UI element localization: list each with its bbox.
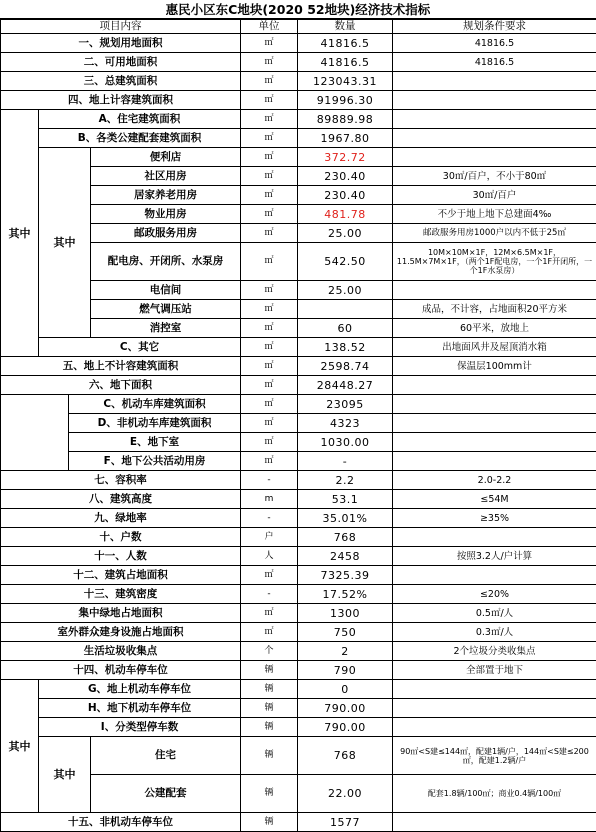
row-requirement: 保温层100mm计 [393,357,596,376]
row-unit: 户 [241,528,298,547]
row-unit: 辆 [241,718,298,737]
row-item: 六、地下面积 [1,376,241,395]
row-unit: ㎡ [241,338,298,357]
table-row [1,72,596,91]
row-requirement [393,699,596,718]
row-requirement [393,452,596,471]
table-row [1,224,596,243]
row-requirement: 邮政服务用房1000户以内不低于25㎡ [393,224,596,243]
table-row [1,376,596,395]
row-item: 十三、建筑密度 [1,585,241,604]
row-requirement: 2个垃圾分类收集点 [393,642,596,661]
row-requirement [393,129,596,148]
table-row [1,528,596,547]
row-value: 1967.80 [298,129,393,148]
row-item: 居家养老用房 [91,186,241,205]
row-value: 53.1 [298,490,393,509]
row-unit: ㎡ [241,72,298,91]
row-item: 消控室 [91,319,241,338]
row-item: 五、地上不计容建筑面积 [1,357,241,376]
row-value: 2 [298,642,393,661]
row-item: 九、绿地率 [1,509,241,528]
row-item: 十一、人数 [1,547,241,566]
row-item: 住宅 [91,737,241,775]
group-label-inner: 其中 [39,737,91,813]
row-value: 2458 [298,547,393,566]
row-unit: ㎡ [241,91,298,110]
table-row [1,34,596,53]
row-unit: ㎡ [241,110,298,129]
row-value: 7325.39 [298,566,393,585]
row-value: 542.50 [298,243,393,281]
table-row [1,471,596,490]
row-requirement: 10M×10M×1F，12M×6.5M×1F，11.5M×7M×1F，（两个1F配电房，一个1F开闭所，一个1F水泵房） [393,243,596,281]
table-row [1,395,596,414]
header-requirement: 规划条件要求 [393,20,596,34]
row-requirement [393,148,596,167]
row-unit: ㎡ [241,148,298,167]
row-requirement: 30㎡/百户，不小于80㎡ [393,167,596,186]
row-item: 十四、机动车停车位 [1,661,241,680]
row-requirement [393,91,596,110]
table-row [1,737,596,775]
row-value: 17.52% [298,585,393,604]
row-unit: ㎡ [241,53,298,72]
table-row [1,680,596,699]
row-item: A、住宅建筑面积 [39,110,241,129]
row-requirement [393,718,596,737]
row-item: 公建配套 [91,775,241,813]
row-item: 十五、非机动车停车位 [1,813,241,832]
row-value: 768 [298,737,393,775]
row-unit: ㎡ [241,129,298,148]
row-unit: 个 [241,642,298,661]
row-unit: ㎡ [241,186,298,205]
row-value: 89889.98 [298,110,393,129]
row-requirement [393,813,596,832]
row-value: 60 [298,319,393,338]
row-value: 481.78 [298,205,393,224]
row-item: 二、可用地面积 [1,53,241,72]
table-row [1,300,596,319]
table-row [1,91,596,110]
row-requirement [393,528,596,547]
row-unit: ㎡ [241,319,298,338]
row-value: 4323 [298,414,393,433]
indent-cell [1,395,69,471]
group-label-inner: 其中 [39,148,91,338]
row-requirement: 0.5㎡/人 [393,604,596,623]
table-row [1,661,596,680]
row-unit: ㎡ [241,395,298,414]
row-value: 1300 [298,604,393,623]
row-requirement: ≤54M [393,490,596,509]
table-row [1,110,596,129]
table-title: 惠民小区东C地块(2020 52地块)经济技术指标 [0,0,596,19]
table-row [1,604,596,623]
row-unit: ㎡ [241,376,298,395]
row-unit: 辆 [241,661,298,680]
row-requirement: 不少于地上地下总建面4‰ [393,205,596,224]
row-unit: ㎡ [241,34,298,53]
row-unit: ㎡ [241,357,298,376]
row-value: 790.00 [298,699,393,718]
row-requirement [393,680,596,699]
row-value: - [298,452,393,471]
row-item: 一、规划用地面积 [1,34,241,53]
row-value: 0 [298,680,393,699]
row-value: 1030.00 [298,433,393,452]
table-row [1,205,596,224]
row-value: 41816.5 [298,34,393,53]
row-value: 22.00 [298,775,393,813]
row-requirement: 配套1.8辆/100㎡；商业0.4辆/100㎡ [393,775,596,813]
row-item: 生活垃圾收集点 [1,642,241,661]
table-row [1,585,596,604]
row-item: 室外群众建身设施占地面积 [1,623,241,642]
row-item: C、其它 [39,338,241,357]
row-item: 十、户数 [1,528,241,547]
row-unit: 人 [241,547,298,566]
table-row [1,167,596,186]
row-requirement [393,395,596,414]
row-value: 25.00 [298,281,393,300]
table-row [1,243,596,281]
table-row [1,433,596,452]
row-requirement: 41816.5 [393,53,596,72]
table-row [1,718,596,737]
row-item: C、机动车库建筑面积 [69,395,241,414]
row-requirement: 41816.5 [393,34,596,53]
row-value: 2598.74 [298,357,393,376]
row-unit: ㎡ [241,566,298,585]
row-requirement [393,414,596,433]
row-requirement: 全部置于地下 [393,661,596,680]
row-value [298,300,393,319]
table-row [1,186,596,205]
group-label-outer: 其中 [1,110,39,357]
row-unit: 辆 [241,699,298,718]
row-value: 41816.5 [298,53,393,72]
row-value: 91996.30 [298,91,393,110]
row-requirement: 60平米，放地上 [393,319,596,338]
table-row [1,509,596,528]
row-item: 物业用房 [91,205,241,224]
row-value: 28448.27 [298,376,393,395]
group-label-outer: 其中 [1,680,39,813]
row-requirement: ≤20% [393,585,596,604]
row-item: B、各类公建配套建筑面积 [39,129,241,148]
table-row [1,490,596,509]
row-value: 138.52 [298,338,393,357]
header-unit: 单位 [241,20,298,34]
table-row [1,148,596,167]
row-item: 四、地上计容建筑面积 [1,91,241,110]
row-item: 集中绿地占地面积 [1,604,241,623]
table-row [1,319,596,338]
economic-indicators-table [0,19,596,832]
row-requirement: 按照3.2人/户计算 [393,547,596,566]
row-item: D、非机动车库建筑面积 [69,414,241,433]
row-value: 790.00 [298,718,393,737]
table-row [1,357,596,376]
row-unit: - [241,509,298,528]
table-row [1,452,596,471]
row-unit: 辆 [241,813,298,832]
table-row [1,566,596,585]
row-requirement [393,110,596,129]
row-unit: ㎡ [241,604,298,623]
row-item: H、地下机动车停车位 [39,699,241,718]
table-row [1,775,596,813]
row-value: 230.40 [298,186,393,205]
row-unit: ㎡ [241,452,298,471]
row-unit: 辆 [241,680,298,699]
row-requirement: 出地面风井及屋顶消水箱 [393,338,596,357]
row-value: 230.40 [298,167,393,186]
row-value: 35.01% [298,509,393,528]
row-item: E、地下室 [69,433,241,452]
row-unit: ㎡ [241,205,298,224]
row-item: I、分类型停车数 [39,718,241,737]
header-value: 数量 [298,20,393,34]
header-row [1,20,596,34]
row-item: 七、容积率 [1,471,241,490]
row-requirement [393,376,596,395]
table-row [1,813,596,832]
row-value: 768 [298,528,393,547]
row-requirement [393,281,596,300]
row-item: G、地上机动车停车位 [39,680,241,699]
row-unit: ㎡ [241,433,298,452]
row-requirement: 30㎡/百户 [393,186,596,205]
table-row [1,129,596,148]
row-item: 十二、建筑占地面积 [1,566,241,585]
row-unit: ㎡ [241,224,298,243]
row-requirement [393,566,596,585]
row-item: 社区用房 [91,167,241,186]
row-requirement: 0.3㎡/人 [393,623,596,642]
row-unit: ㎡ [241,414,298,433]
row-value: 790 [298,661,393,680]
row-requirement [393,72,596,91]
row-unit: - [241,585,298,604]
row-item: 便利店 [91,148,241,167]
row-requirement: 成品，不计容，占地面积20平方米 [393,300,596,319]
table-row [1,699,596,718]
row-requirement: 2.0-2.2 [393,471,596,490]
row-unit: ㎡ [241,167,298,186]
row-requirement: 90㎡<S建≤144㎡，配建1辆/户，144㎡<S建≤200㎡，配建1.2辆/户 [393,737,596,775]
row-value: 750 [298,623,393,642]
row-requirement: ≥35% [393,509,596,528]
table-row [1,642,596,661]
row-requirement [393,433,596,452]
row-value: 123043.31 [298,72,393,91]
row-item: 邮政服务用房 [91,224,241,243]
row-value: 25.00 [298,224,393,243]
row-unit: 辆 [241,737,298,775]
table-row [1,281,596,300]
row-item: 配电房、开闭所、水泵房 [91,243,241,281]
table-row [1,338,596,357]
row-unit: m [241,490,298,509]
row-unit: - [241,471,298,490]
row-value: 372.72 [298,148,393,167]
row-unit: ㎡ [241,243,298,281]
row-unit: ㎡ [241,300,298,319]
row-value: 23095 [298,395,393,414]
row-unit: 辆 [241,775,298,813]
row-item: 三、总建筑面积 [1,72,241,91]
row-item: F、地下公共活动用房 [69,452,241,471]
table-row [1,547,596,566]
row-value: 2.2 [298,471,393,490]
row-item: 八、建筑高度 [1,490,241,509]
row-unit: ㎡ [241,623,298,642]
table-row [1,414,596,433]
table-row [1,53,596,72]
row-item: 电信间 [91,281,241,300]
table-row [1,623,596,642]
row-item: 燃气调压站 [91,300,241,319]
row-value: 1577 [298,813,393,832]
header-item: 项目内容 [1,20,241,34]
row-unit: ㎡ [241,281,298,300]
